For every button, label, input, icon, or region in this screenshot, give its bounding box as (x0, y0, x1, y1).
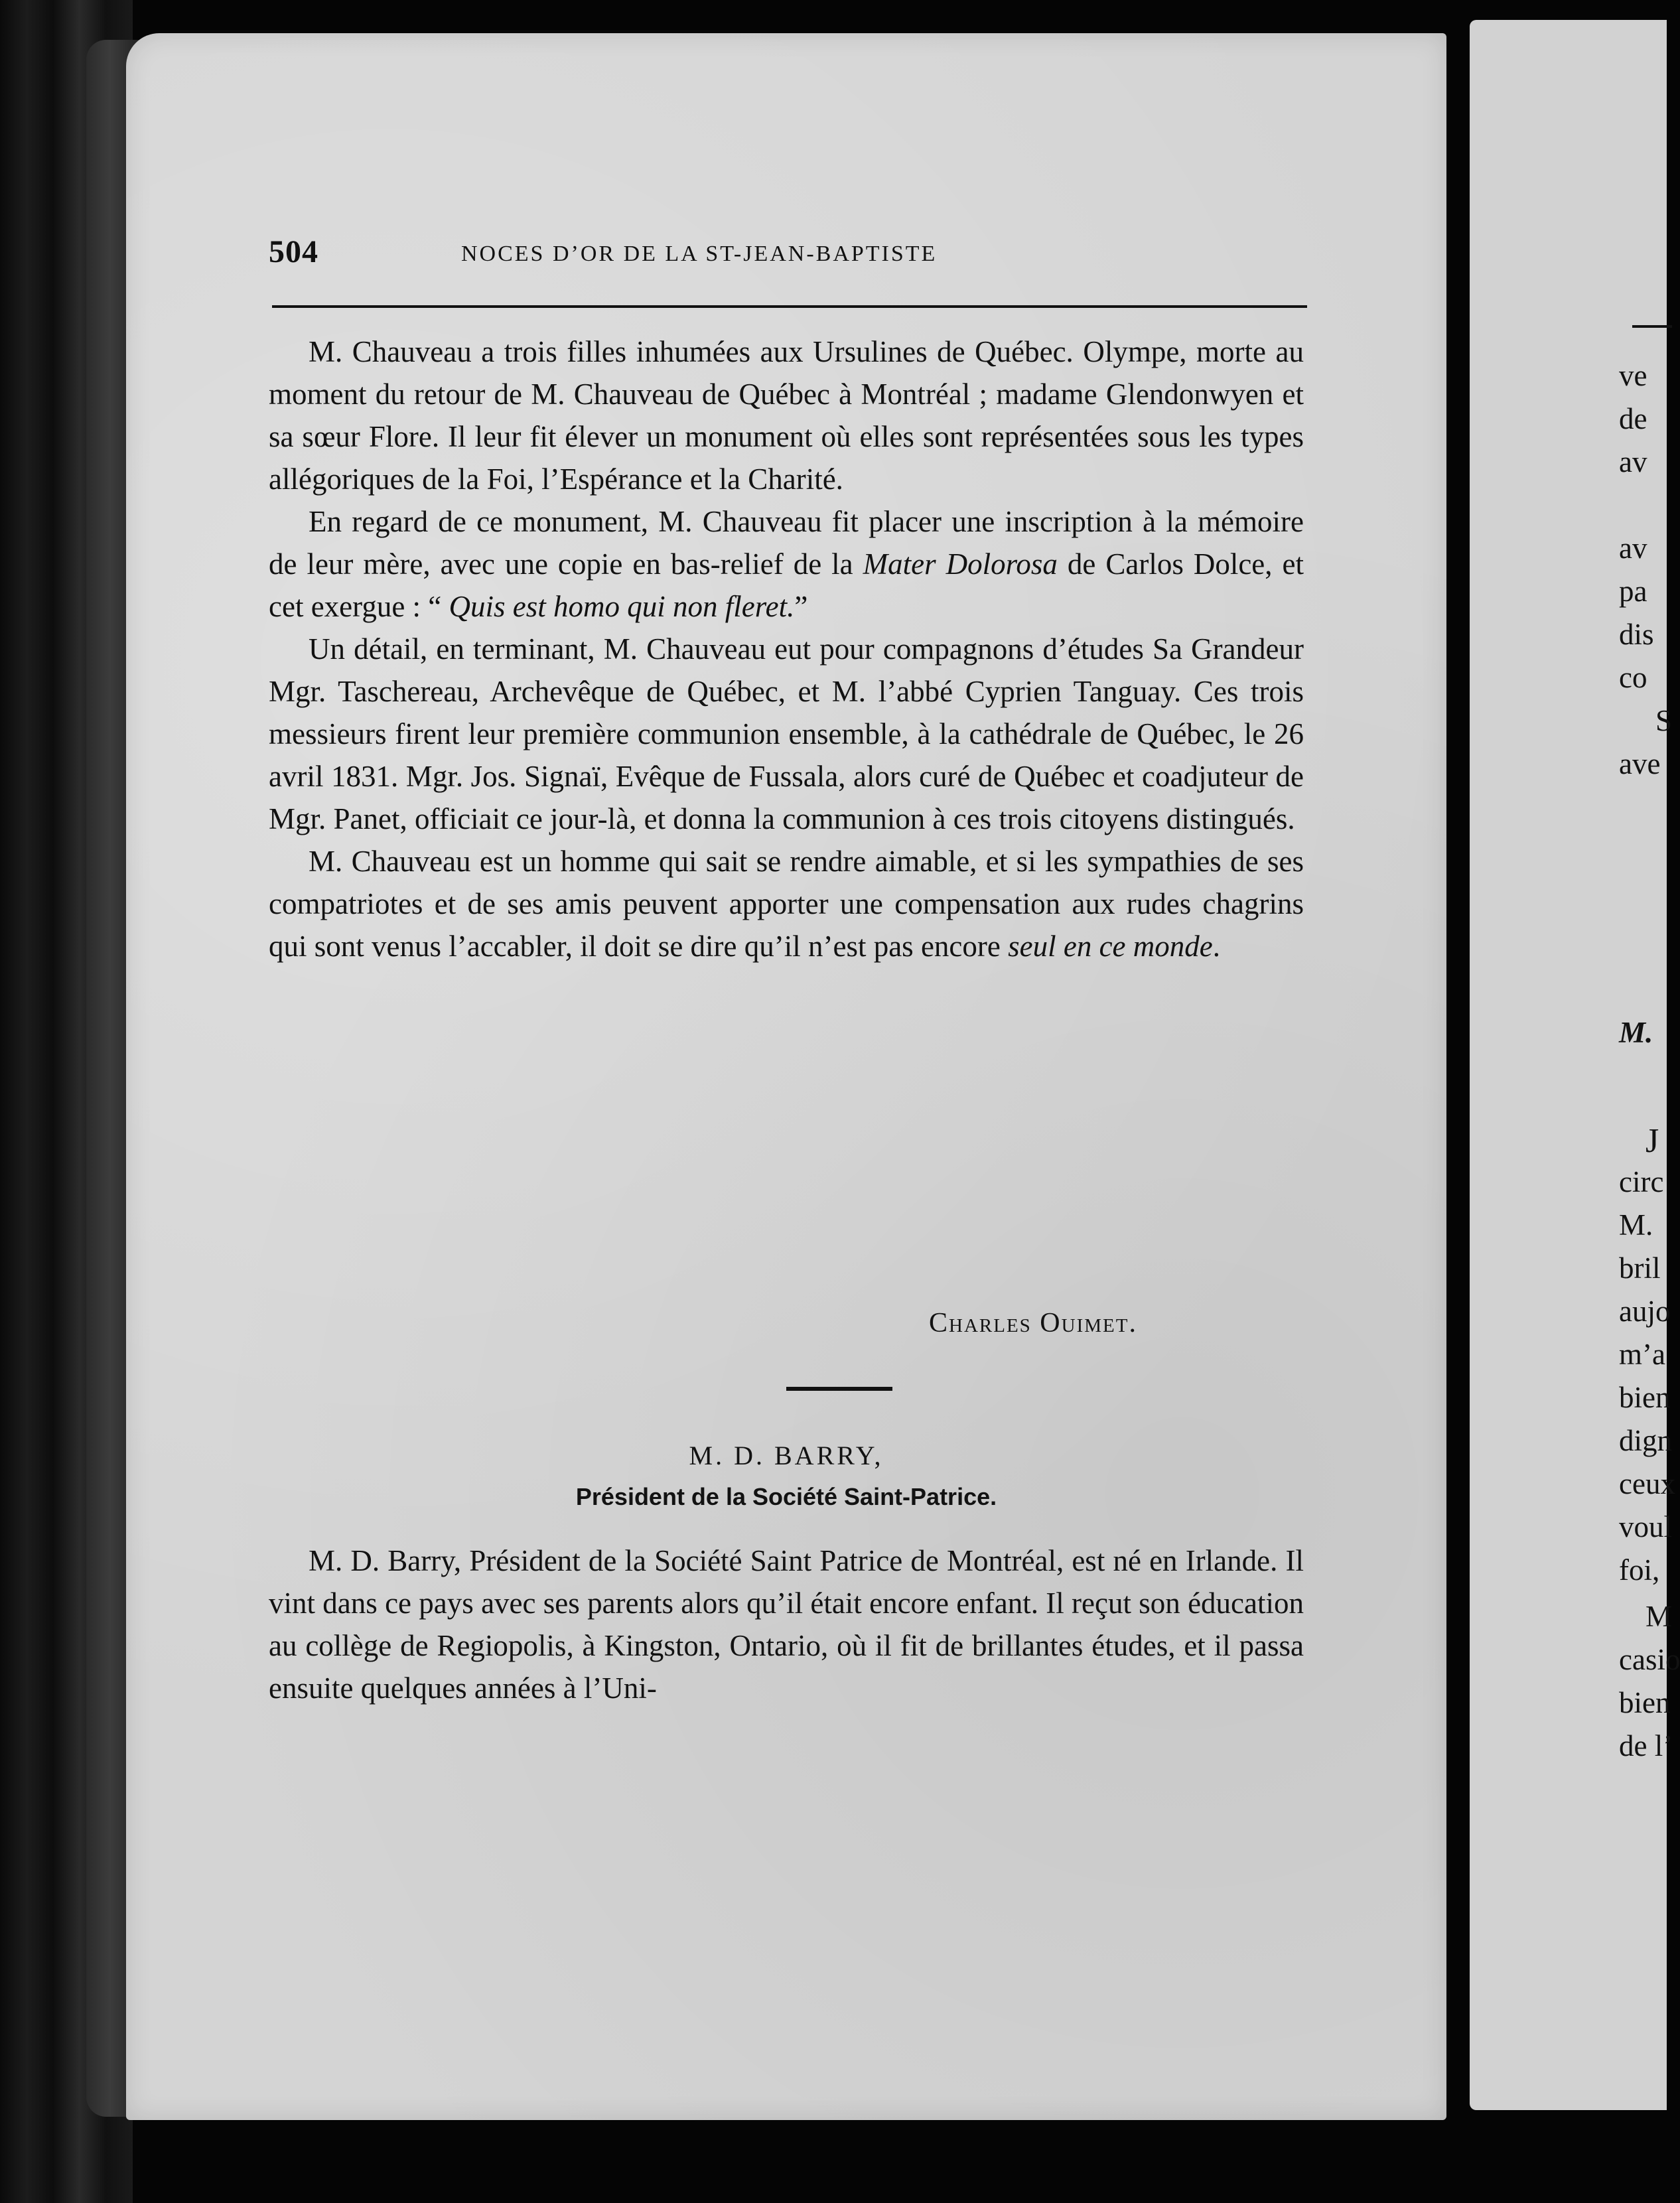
closing-text: M. Chauveau est un homme qui sait se rendre aimable, et si les sympathies de ses compatriotes et de ses amis peuvent apporter une compensation aux rudes chagrins qui sont venus l’accabler, il doit se dire qu’il n’est pas encore (269, 845, 1304, 963)
section-subtitle: Président de la Société Saint-Patrice. (575, 1483, 997, 1510)
facing-fragment: J (1645, 1122, 1659, 1160)
page-number: 504 (269, 234, 318, 269)
facing-fragment: circ (1619, 1165, 1664, 1198)
latin-exergue: Quis est homo qui non fleret. (449, 590, 795, 623)
paragraph-daughters: M. Chauveau a trois filles inhumées aux Ursulines de Québec. Olympe, morte au moment du retour de M. Chauveau de Québec à Montréal ; madame Glendonwyen et sa sœur Flore. Il leur fit élever un monument où elles sont représentées sous les types allégoriques de la Foi, l’Espérance et la Charité. (269, 335, 1304, 496)
quote-close: ” (794, 590, 808, 623)
running-title: NOCES D’OR DE LA ST-JEAN-BAPTISTE (461, 242, 938, 266)
barry-article-body (269, 1539, 1304, 1709)
facing-fragment: M (1645, 1600, 1673, 1633)
facing-fragment: de (1619, 402, 1647, 435)
paragraph-inscription (269, 500, 1304, 628)
facing-page-rule (1632, 325, 1672, 328)
closing-italic: seul en ce monde (1008, 930, 1213, 963)
mater-dolorosa-title: Mater Dolorosa (863, 547, 1058, 581)
paragraph-barry: M. D. Barry, Président de la Société Saint Patrice de Montréal, est né en Irlande. Il vint dans ce pays avec ses parents alors qu’il était encore enfant. Il reçut son éducation au collège de Regiopolis, à Kingston, Ontario, où il fit de brillantes études, et il passa ensuite quelques années à l’Uni- (269, 1544, 1304, 1705)
facing-fragment: bien (1619, 1686, 1671, 1719)
facing-fragment: ceux (1619, 1467, 1675, 1500)
facing-fragment: bien (1619, 1381, 1671, 1414)
facing-fragment: m’a (1619, 1338, 1665, 1371)
facing-fragment: de l’ (1619, 1729, 1673, 1762)
paragraph-closing (269, 840, 1304, 967)
facing-fragment: casio (1619, 1643, 1680, 1676)
facing-fragment: aujo (1619, 1295, 1671, 1328)
inscription-text-2: de Carlos Dolce, et cet exergue : (269, 547, 1304, 623)
section-divider (786, 1387, 892, 1391)
facing-fragment: ve (1619, 359, 1647, 392)
facing-fragment: S (1655, 704, 1673, 737)
facing-fragment: dis (1619, 618, 1654, 651)
paragraph-communion: Un détail, en terminant, M. Chauveau eut pour compagnons d’études Sa Grandeur Mgr. Taschereau, Archevêque de Québec, et M. l’abbé Cyprien Tanguay. Ces trois messieurs firent leur première communion ensemble, à la cathédrale de Québec, le 26 avril 1831. Mgr. Jos. Signaï, Evêque de Fussala, alors curé de Québec et coadjuteur de Mgr. Panet, officiait ce jour-là, et donna la communion à ces trois citoyens distingués. (269, 632, 1304, 835)
header-rule (272, 305, 1307, 308)
section-title: M. D. BARRY, (689, 1441, 884, 1470)
page-header (269, 234, 1304, 287)
facing-fragment: dign (1619, 1424, 1673, 1457)
facing-fragment: av (1619, 532, 1647, 565)
facing-fragment: bril (1619, 1251, 1661, 1285)
facing-fragment: av (1619, 445, 1647, 478)
inscription-text: En regard de ce monument, M. Chauveau fit placer une inscription à la mémoire de leur mère, avec une copie en bas-relief de la (269, 505, 1304, 581)
facing-fragment: M. (1619, 1016, 1653, 1049)
facing-fragment: voul (1619, 1510, 1673, 1543)
facing-fragment: co (1619, 661, 1647, 694)
closing-period: . (1212, 930, 1220, 963)
quote-open: “ (428, 590, 449, 623)
facing-fragment: foi, (1619, 1553, 1660, 1587)
author-signature: Charles Ouimet. (929, 1308, 1137, 1338)
facing-fragment: M. (1619, 1208, 1653, 1242)
chauveau-article-body (269, 330, 1304, 967)
facing-fragment: pa (1619, 575, 1647, 608)
facing-fragment: ave (1619, 747, 1661, 780)
facing-page (1470, 20, 1667, 2110)
